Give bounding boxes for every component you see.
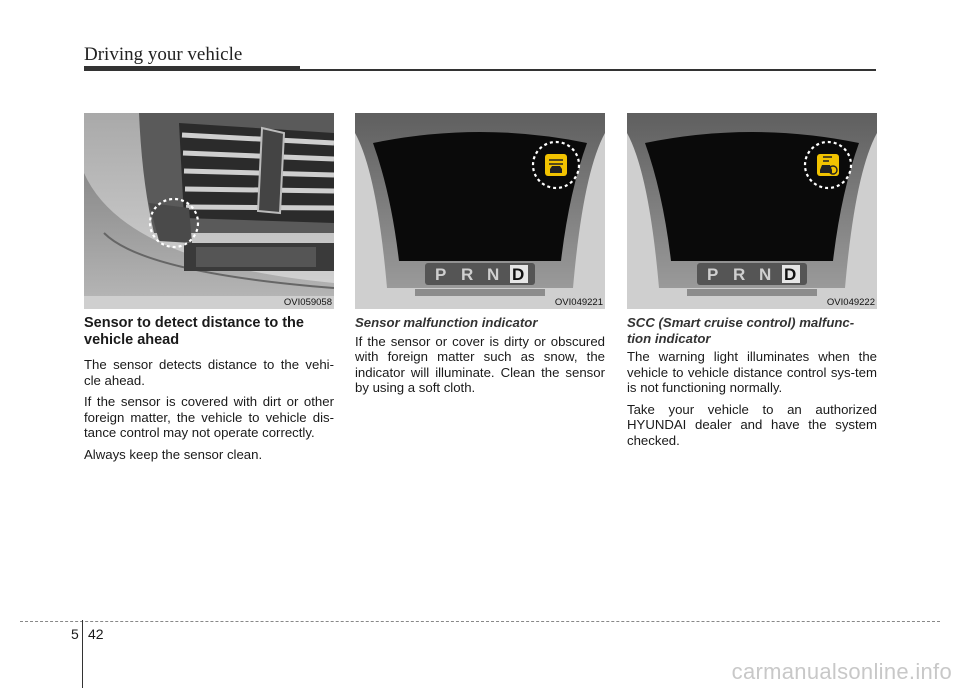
gear-n: N (759, 265, 772, 284)
figure-caption-bar (355, 296, 605, 309)
gear-d: D (784, 265, 797, 284)
page-header-title: Driving your vehicle (84, 44, 243, 65)
header-rule-thin (300, 69, 876, 71)
body-paragraph: If the sensor is covered with dirt or other foreign matter, the vehicle to vehicle dis-tance control may not operate correctly. (84, 394, 334, 440)
subsection-heading: Sensor malfunction indicator (355, 315, 538, 330)
figure-car-front (84, 113, 334, 308)
column-scc-malfunction (627, 315, 877, 454)
body-paragraph: Always keep the sensor clean. (84, 446, 263, 462)
watermark: carmanualsonline.info (731, 659, 952, 684)
sensor-malfunction-icon (545, 154, 567, 176)
body-paragraph: If the sensor or cover is dirty or obscured with foreign matter such as snow, the indicator will illuminate. Clean the sensor by using a soft cloth. (355, 333, 605, 395)
figure-caption-bar (627, 296, 877, 309)
figure-code: OVI059058 (283, 297, 332, 308)
page-number: 42 (88, 626, 104, 642)
gear-n: N (487, 265, 500, 284)
figure-code: OVI049221 (554, 297, 603, 308)
column-sensor-distance (84, 315, 334, 468)
figure-caption-bar (84, 296, 334, 309)
footer-rule (20, 621, 940, 622)
gear-r: R (461, 265, 474, 284)
figure-cluster-sensor (355, 113, 605, 308)
footer-divider (82, 620, 83, 688)
scc-malfunction-icon (817, 154, 839, 176)
figure-code: OVI049222 (826, 297, 875, 308)
column-sensor-malfunction (355, 315, 605, 402)
body-paragraph: Take your vehicle to an authorized HYUNDAI dealer and have the system checked. (627, 401, 877, 448)
gear-d: D (512, 265, 525, 284)
body-paragraph: The sensor detects distance to the vehi-cle ahead. (84, 357, 334, 388)
section-heading: Sensor to detect distance to the vehicle ahead (84, 315, 304, 348)
gear-p: P (435, 265, 447, 284)
header-rule-thick (84, 66, 300, 71)
body-paragraph: The warning light illuminates when the vehicle to vehicle distance control sys-tem is not functioning normally. (627, 349, 877, 395)
subsection-heading: SCC (Smart cruise control) malfunc-tion indicator (627, 315, 855, 346)
section-number: 5 (71, 626, 79, 642)
gear-p: P (707, 265, 719, 284)
figure-cluster-scc (627, 113, 877, 308)
gear-r: R (733, 265, 746, 284)
